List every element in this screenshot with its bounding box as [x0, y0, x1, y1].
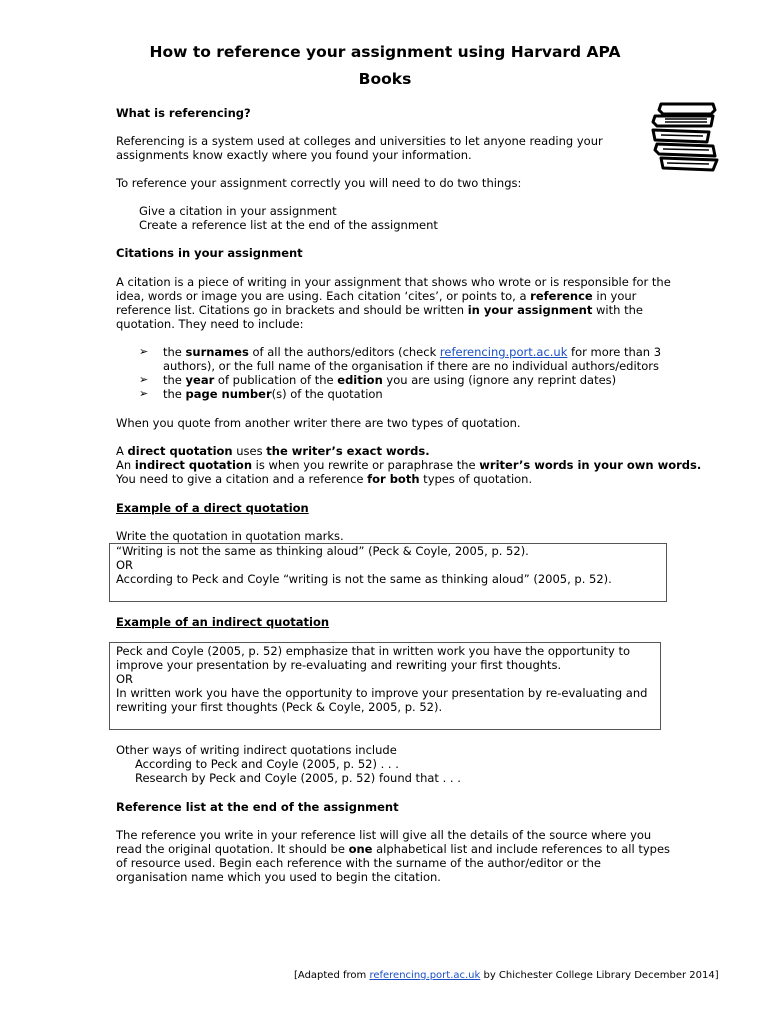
what-paragraph-line: assignments know exactly where you found your information. [116, 148, 472, 162]
what-paragraph-2: To reference your assignment correctly you will need to do two things: [116, 176, 522, 190]
indirect-example-line: OR [116, 672, 134, 686]
direct-example-intro: Write the quotation in quotation marks. [116, 529, 344, 543]
direct-example-line: “Writing is not the same as thinking aloud” (Peck & Coyle, 2005, p. 52). [116, 544, 529, 558]
page-subtitle: Books [358, 70, 412, 88]
bullet-arrow-icon: ➢ [139, 387, 149, 400]
direct-example-line: According to Peck and Coyle “writing is not the same as thinking aloud” (2005, p. 52). [116, 572, 612, 586]
what-list-item: Create a reference list at the end of the assignment [139, 218, 438, 232]
indirect-example-line: Peck and Coyle (2005, p. 52) emphasize that in written work you have the opportunity to [116, 644, 631, 658]
what-heading: What is referencing? [116, 106, 251, 120]
citations-paragraph-line: reference list. Citations go in brackets and should be written in your assignment with the [116, 303, 643, 317]
direct-quotation-line: A direct quotation uses the writer’s exact words. [116, 444, 430, 458]
citations-paragraph-line: A citation is a piece of writing in your assignment that shows who wrote or is responsible for the [116, 275, 671, 289]
footer: [Adapted from referencing.port.ac.uk by Chichester College Library December 2014] [294, 970, 719, 981]
reference-paragraph-line: The reference you write in your reference list will give all the details of the source where you [116, 828, 652, 842]
citations-heading: Citations in your assignment [116, 246, 303, 260]
reference-paragraph-line: of resource used. Begin each reference with the surname of the author/editor or the [116, 856, 601, 870]
indirect-example-heading: Example of an indirect quotation [116, 615, 330, 629]
other-ways-example: Research by Peck and Coyle (2005, p. 52) found that . . . [135, 771, 461, 785]
indirect-quotation-line: An indirect quotation is when you rewrite or paraphrase the writer’s words in your own words. [116, 458, 702, 472]
referencing-link[interactable]: referencing.port.ac.uk [439, 345, 568, 359]
both-types-line: You need to give a citation and a reference for both types of quotation. [116, 472, 533, 486]
footer-link[interactable]: referencing.port.ac.uk [369, 970, 481, 981]
indirect-example-line: improve your presentation by re-evaluating and rewriting your first thoughts. [116, 658, 562, 672]
bullet-arrow-icon: ➢ [139, 345, 149, 358]
indirect-example-line: rewriting your first thoughts (Peck & Coyle, 2005, p. 52). [116, 700, 443, 714]
reference-list-heading: Reference list at the end of the assignment [116, 800, 399, 814]
bullet-item-page: the page number(s) of the quotation [163, 387, 383, 401]
what-paragraph-line: Referencing is a system used at colleges and universities to let anyone reading your [116, 134, 603, 148]
citations-paragraph-line: quotation. They need to include: [116, 317, 304, 331]
bullet-item-surnames-line2: authors), or the full name of the organisation if there are no individual authors/editors [163, 359, 659, 373]
citations-paragraph-line: idea, words or image you are using. Each citation ‘cites’, or points to, a reference in your [116, 289, 637, 303]
quote-paragraph: When you quote from another writer there are two types of quotation. [116, 416, 521, 430]
page-title: How to reference your assignment using Harvard APA [149, 43, 621, 61]
other-ways-example: According to Peck and Coyle (2005, p. 52) . . . [135, 757, 399, 771]
what-list-item: Give a citation in your assignment [139, 204, 337, 218]
bullet-arrow-icon: ➢ [139, 373, 149, 386]
bullet-item-year: the year of publication of the edition you are using (ignore any reprint dates) [163, 373, 617, 387]
reference-paragraph-line: organisation name which you used to begin the citation. [116, 870, 441, 884]
other-ways-line: Other ways of writing indirect quotations include [116, 743, 397, 757]
indirect-example-line: In written work you have the opportunity to improve your presentation by re-evaluating and [116, 686, 648, 700]
direct-example-heading: Example of a direct quotation [116, 501, 309, 515]
direct-example-line: OR [116, 558, 134, 572]
reference-paragraph-line: read the original quotation. It should be one alphabetical list and include references to all types [116, 842, 671, 856]
bullet-item-surnames: the surnames of all the authors/editors (check referencing.port.ac.uk for more than 3 [163, 345, 662, 359]
